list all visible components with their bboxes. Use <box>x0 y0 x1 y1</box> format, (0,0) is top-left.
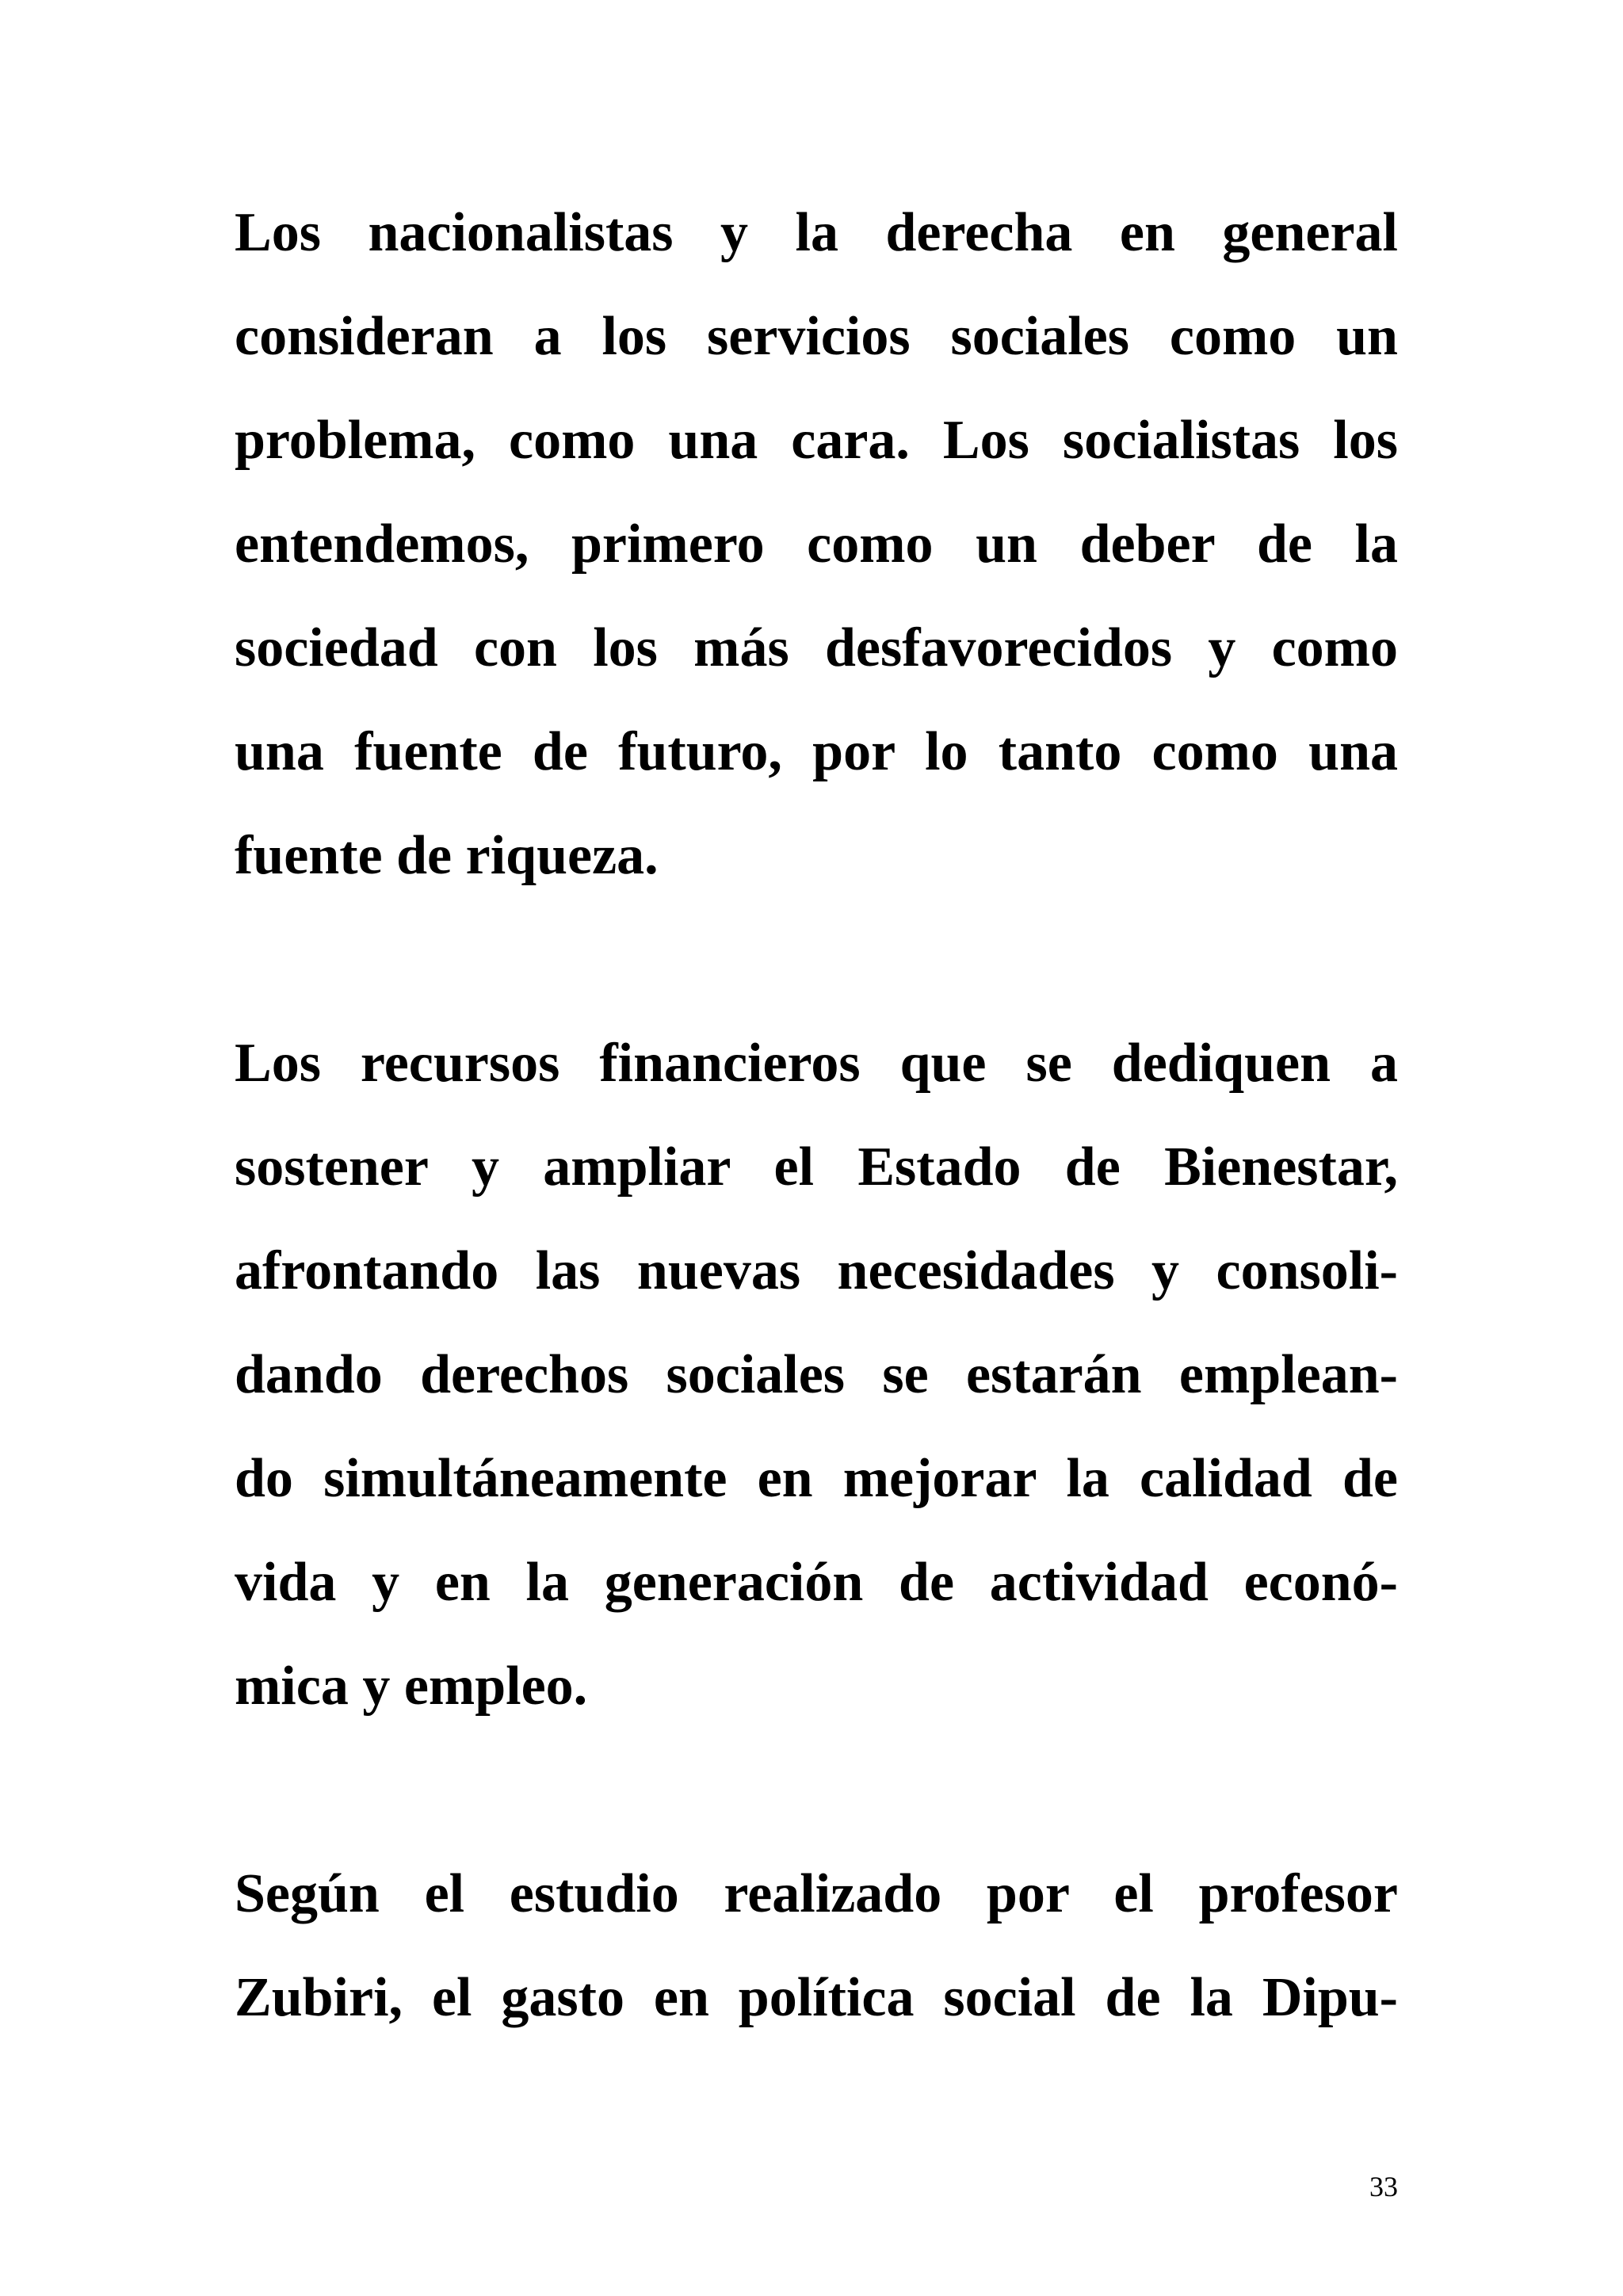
text-line: una fuente de futuro, por lo tanto como una <box>235 721 1398 782</box>
text-line: problema, como una cara. Los socialistas los <box>235 410 1398 471</box>
text-line: mica y empleo. <box>235 1656 588 1717</box>
text-line: do simultáneamente en mejorar la calidad de <box>235 1448 1398 1509</box>
text-line: afrontando las nuevas necesidades y consoli- <box>235 1240 1398 1301</box>
text-line: Según el estudio realizado por el profesor <box>235 1863 1398 1924</box>
text-line: entendemos, primero como un deber de la <box>235 514 1398 575</box>
text-line: fuente de riqueza. <box>235 825 659 886</box>
text-line: sociedad con los más desfavorecidos y como <box>235 617 1398 678</box>
page-number: 33 <box>1369 2171 1398 2202</box>
paragraph-1 <box>235 181 1398 907</box>
text-line: vida y en la generación de actividad econó- <box>235 1552 1398 1613</box>
text-line: sostener y ampliar el Estado de Bienestar, <box>235 1137 1398 1198</box>
text-line: Los nacionalistas y la derecha en general <box>235 202 1398 263</box>
text-line: Los recursos financieros que se dediquen a <box>235 1033 1398 1094</box>
text-line: consideran a los servicios sociales como un <box>235 306 1398 367</box>
paragraph-2 <box>235 1011 1398 1738</box>
paragraph-3 <box>235 1842 1398 2050</box>
text-line: Zubiri, el gasto en política social de la Dipu- <box>235 1967 1398 2028</box>
text-line: dando derechos sociales se estarán emplean- <box>235 1344 1398 1405</box>
